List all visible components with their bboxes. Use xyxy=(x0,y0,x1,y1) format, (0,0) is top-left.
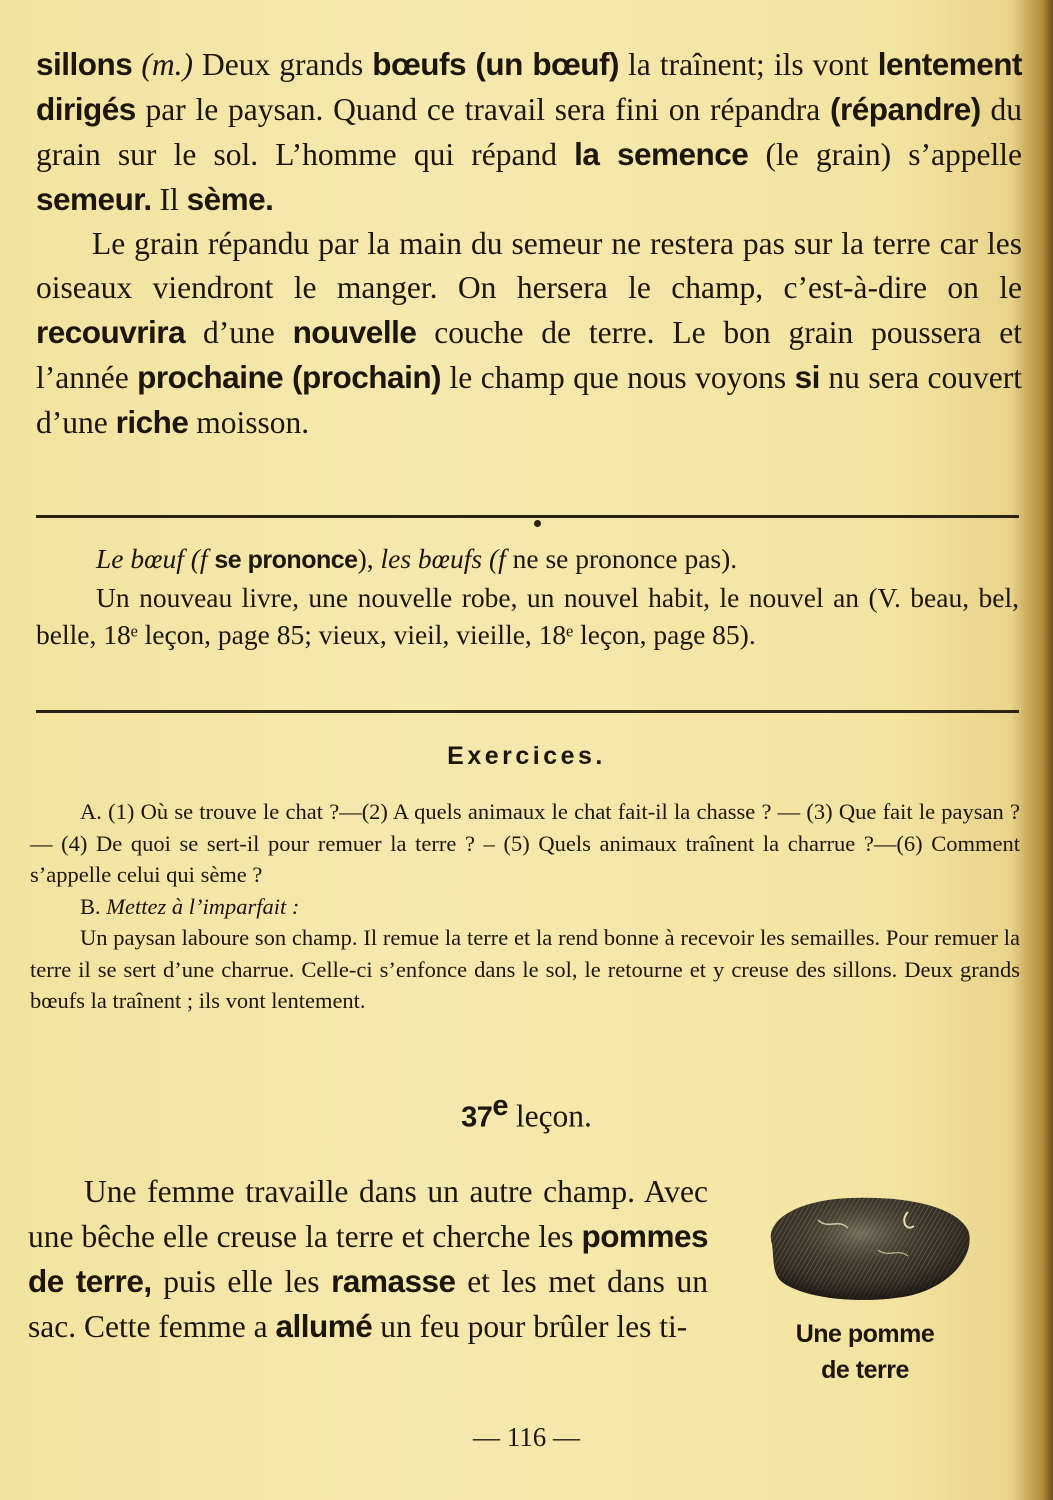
bold-term: si xyxy=(794,359,820,395)
text-run: Une femme travaille dans un autre champ. Avec une bêche elle creuse la terre et cherche les xyxy=(28,1174,708,1254)
text-run: Un paysan laboure son champ. Il remue la terre et la rend bonne à recevoir les semailles. Pour remuer la terre il se sert d’une charrue. Celle-ci s’enfonce dans le sol, le retourne et y creuse des sillons. Deux grands bœufs la traînent ; ils vont lentement. xyxy=(30,925,1020,1013)
text-run: et les met dans un sac. Cette femme a xyxy=(28,1264,709,1344)
ink-dot xyxy=(534,520,541,527)
lesson-paragraph xyxy=(28,1170,708,1349)
exercises-heading: Exercices. xyxy=(447,742,606,770)
bold-term: lentement dirigés xyxy=(36,46,1022,127)
intro-paragraph xyxy=(36,42,1022,222)
italic-term: (m.) xyxy=(141,47,193,82)
exercise-b-text xyxy=(30,922,1020,1017)
exercises-block xyxy=(30,796,1020,1017)
text-run: (le grain) s’appelle xyxy=(748,137,1022,172)
text-run: la traînent; ils vont xyxy=(619,47,878,82)
intro-paragraph xyxy=(36,222,1022,445)
note-line xyxy=(36,540,1019,579)
page-number: — 116 — xyxy=(473,1422,580,1452)
lesson-label: leçon. xyxy=(515,1098,592,1134)
caption-line: Une pomme xyxy=(795,1320,935,1348)
italic-term: les bœufs (f xyxy=(380,543,506,574)
intro-text xyxy=(36,42,1022,445)
bold-term: recouvrira xyxy=(36,314,186,350)
text-run: d’une xyxy=(185,315,293,350)
italic-term: Mettez à l’imparfait : xyxy=(106,893,300,919)
note-line xyxy=(36,579,1019,653)
text-run: puis elle les xyxy=(151,1264,332,1299)
text-run: Il xyxy=(151,182,187,217)
lesson-heading xyxy=(0,1090,1053,1135)
text-run: A. (1) Où se trouve le chat ?—(2) A quels animaux le chat fait-il la chasse ? — (3) Que fait le paysan ? — (4) De quoi se sert-il pour remuer la terre ? – (5) Quels animaux traînent la charrue ?—(6) Comment s’appelle celui qui sème ? xyxy=(30,799,1020,887)
section-divider xyxy=(36,515,1019,518)
figure-caption xyxy=(755,1316,975,1388)
bold-term: sème. xyxy=(186,181,274,217)
text-run: Le grain répandu par la main du semeur ne restera pas sur la terre car les oiseaux viendront le manger. On hersera le champ, c’est-à-dire on le xyxy=(36,226,1022,305)
section-divider xyxy=(36,710,1019,713)
bold-term: prochaine (prochain) xyxy=(137,359,442,395)
lesson-number: 37 xyxy=(461,1101,493,1134)
text-run: du grain sur le sol. L’homme qui répand xyxy=(36,92,1023,172)
text-run: moisson. xyxy=(188,405,310,440)
text-run: ), xyxy=(357,543,381,574)
text-run: couche de terre. Le bon grain poussera et l’année xyxy=(36,315,1022,395)
text-run: Deux grands xyxy=(192,47,373,82)
text-run: le champ que nous voyons xyxy=(441,360,795,395)
text-run xyxy=(132,47,141,82)
lesson-text xyxy=(28,1170,708,1349)
exercise-a xyxy=(30,796,1020,891)
exercise-b-heading xyxy=(30,891,1020,923)
italic-term: Le bœuf (f xyxy=(96,543,208,574)
bold-term: la semence xyxy=(574,136,749,172)
text-run: nu sera couvert d’une xyxy=(36,360,1023,440)
bold-term: pommes de terre, xyxy=(28,1218,708,1299)
text-run: B. xyxy=(80,893,107,919)
text-run: Un nouveau livre, une nouvelle robe, un nouvel habit, le nouvel an (V. beau, bel, belle, 18ᵉ leçon, page 85; vieux, vieil, vieille, 18ᵉ leçon, page 85). xyxy=(36,582,1019,650)
text-run: ne se prononce pas). xyxy=(505,543,738,574)
caption-line: de terre xyxy=(821,1356,909,1384)
grammar-note xyxy=(36,540,1019,653)
bold-term: se prononce xyxy=(214,546,358,574)
bold-term: allumé xyxy=(275,1308,373,1344)
bold-term: sillons xyxy=(36,46,133,82)
bold-term: nouvelle xyxy=(292,314,417,350)
bold-term: bœufs (un bœuf) xyxy=(372,46,620,82)
potato-illustration xyxy=(758,1190,972,1306)
bold-term: (répandre) xyxy=(829,91,981,127)
bold-term: riche xyxy=(115,404,189,440)
lesson-number-suffix: e xyxy=(492,1090,508,1122)
text-run: par le paysan. Quand ce travail sera fini on répandra xyxy=(135,92,830,127)
text-run: un feu pour brûler les ti- xyxy=(372,1309,688,1344)
bold-term: ramasse xyxy=(331,1263,456,1299)
bold-term: semeur. xyxy=(36,181,152,217)
